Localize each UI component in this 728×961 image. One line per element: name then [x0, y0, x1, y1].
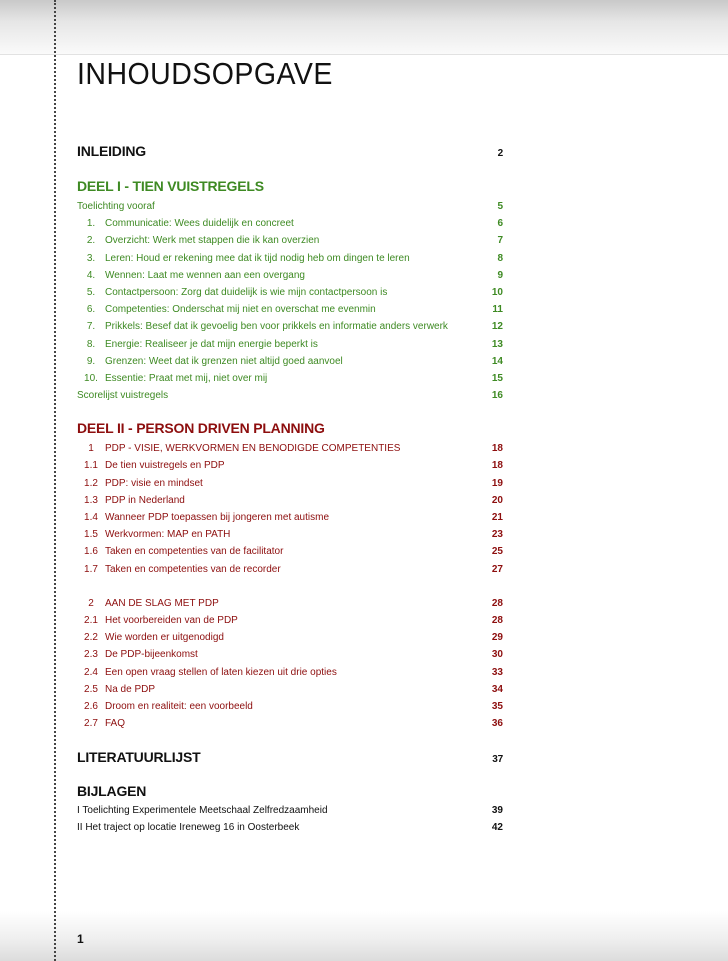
page-ref: 19	[491, 477, 503, 489]
toc-entry-label: Grenzen: Weet dat ik grenzen niet altijd goed aanvoel	[105, 355, 343, 367]
toc-entry-section[interactable]	[77, 715, 503, 732]
toc-entry-vuistregel[interactable]	[77, 353, 503, 370]
toc-entry-label: Energie: Realiseer je dat mijn energie beperkt is	[105, 338, 318, 350]
toc-entry-section[interactable]	[77, 457, 503, 474]
entry-number: 1.7	[84, 563, 98, 575]
entry-number: 8.	[86, 338, 96, 350]
toc-entry-scorelijst[interactable]	[77, 387, 503, 404]
entry-number: 1.5	[84, 529, 98, 541]
page-spine-divider	[54, 0, 56, 961]
page-ref: 35	[491, 700, 503, 712]
page-ref: 18	[491, 460, 503, 472]
page-top-band	[0, 0, 728, 55]
section-heading-deel-2	[77, 416, 503, 440]
toc-entry-section[interactable]	[77, 612, 503, 629]
page-ref: 11	[492, 304, 503, 316]
entry-number: 3.	[86, 252, 96, 264]
toc-entry-vuistregel[interactable]	[77, 284, 503, 301]
entry-number: 2.7	[84, 718, 98, 730]
entry-number: 2.3	[84, 649, 98, 661]
toc-entry-section[interactable]	[77, 526, 503, 543]
page-ref: 7	[497, 235, 503, 247]
page-ref: 2	[497, 148, 503, 159]
page-bottom-band	[0, 911, 728, 961]
entry-number: 6.	[86, 304, 96, 316]
toc-entry-label: De PDP-bijeenkomst	[105, 649, 198, 661]
toc-entry-label: Een open vraag stellen of laten kiezen uit drie opties	[105, 666, 337, 678]
page-ref: 30	[491, 649, 503, 661]
entry-number: 2.5	[84, 683, 98, 695]
toc-entry-label: Communicatie: Wees duidelijk en concreet	[105, 218, 294, 230]
toc-entry-vuistregel[interactable]	[77, 336, 503, 353]
toc-entry-chapter-2[interactable]	[77, 595, 503, 612]
toc-entry-vuistregel[interactable]	[77, 250, 503, 267]
toc-entry-chapter-1[interactable]	[77, 440, 503, 457]
toc-entry-literatuurlijst[interactable]	[77, 746, 503, 768]
page-ref: 34	[491, 683, 503, 695]
page-ref: 39	[491, 805, 503, 817]
page-ref: 12	[491, 321, 503, 333]
page-ref: 16	[491, 390, 503, 402]
entry-number: 1.2	[84, 477, 98, 489]
toc-entry-label: Competenties: Onderschat mij niet en overschat me evenmin	[105, 304, 376, 316]
entry-number: 10.	[84, 372, 98, 384]
section-heading-deel-1-text: DEEL I - TIEN VUISTREGELS	[77, 178, 264, 194]
toc-entry-label: Overzicht: Werk met stappen die ik kan overzien	[105, 235, 320, 247]
section-heading-deel-1	[77, 174, 503, 198]
toc-entry-label: Leren: Houd er rekening mee dat ik tijd nodig heb om dingen te leren	[105, 252, 410, 264]
toc-entry-label: De tien vuistregels en PDP	[105, 460, 225, 472]
entry-number: 1.	[86, 218, 96, 230]
toc-entry-label: Essentie: Praat met mij, niet over mij	[105, 372, 268, 384]
toc-entry-label: Het voorbereiden van de PDP	[105, 614, 238, 626]
toc-entry-label: Toelichting vooraf	[77, 201, 155, 212]
chapter-number: 1	[88, 443, 94, 455]
toc-entry-section[interactable]	[77, 543, 503, 560]
toc-entry-section[interactable]	[77, 561, 503, 578]
page-ref: 28	[491, 614, 503, 626]
toc-entry-vuistregel[interactable]	[77, 301, 503, 318]
toc-entry-section[interactable]	[77, 681, 503, 698]
toc-entry-vuistregel[interactable]	[77, 370, 503, 387]
page-ref: 8	[497, 252, 503, 264]
page-ref: 37	[492, 754, 503, 766]
entry-number: 5.	[86, 286, 96, 298]
entry-number: 2.	[86, 235, 96, 247]
toc-entry-section[interactable]	[77, 629, 503, 646]
page-ref: 10	[491, 286, 503, 298]
entry-number: 1.1	[84, 460, 98, 472]
toc-entry-section[interactable]	[77, 492, 503, 509]
toc-entry-section[interactable]	[77, 698, 503, 715]
toc-entry-label: Wennen: Laat me wennen aan een overgang	[105, 269, 305, 281]
entry-number: 2.4	[84, 666, 98, 678]
entry-number: 1.4	[84, 512, 98, 523]
toc-entry-vuistregel[interactable]	[77, 318, 503, 335]
toc-entry-label: Droom en realiteit: een voorbeeld	[105, 700, 253, 712]
page-ref: 21	[491, 512, 503, 523]
entry-number: 4.	[86, 269, 96, 281]
section-heading-literatuurlijst: LITERATUURLIJST	[77, 749, 201, 766]
toc-entry-label: Wanneer PDP toepassen bij jongeren met autisme	[105, 512, 330, 523]
page-ref: 23	[491, 529, 503, 541]
toc-entry-section[interactable]	[77, 664, 503, 681]
toc-entry-inleiding[interactable]	[77, 140, 503, 162]
page-ref: 36	[491, 718, 503, 730]
section-heading-inleiding: INLEIDING	[77, 143, 146, 159]
toc-entry-vuistregel[interactable]	[77, 215, 503, 232]
toc-entry-label: PDP in Nederland	[105, 494, 185, 506]
section-heading-bijlagen	[77, 780, 503, 802]
page-ref: 28	[491, 597, 503, 609]
toc-entry-vuistregel[interactable]	[77, 267, 503, 284]
toc-entry-label: Na de PDP	[105, 683, 156, 695]
entry-number: 7.	[86, 321, 96, 333]
toc-entry-section[interactable]	[77, 646, 503, 663]
page-ref: 29	[491, 632, 503, 644]
page-ref: 20	[491, 494, 503, 506]
entry-number: 1.6	[84, 546, 98, 558]
toc-entry-section[interactable]	[77, 475, 503, 492]
toc-entry-label: Contactpersoon: Zorg dat duidelijk is wie mijn contactpersoon is	[105, 286, 388, 298]
section-heading-bijlagen-text: BIJLAGEN	[77, 783, 147, 800]
toc-entry-label: Taken en competenties van de recorder	[105, 563, 281, 575]
chapter-label: AAN DE SLAG MET PDP	[105, 597, 219, 609]
toc-entry-vuistregel[interactable]	[77, 232, 503, 249]
toc-entry-label: II Het traject op locatie Ireneweg 16 in Oosterbeek	[77, 822, 300, 834]
toc-entry-label: Taken en competenties van de facilitator	[105, 546, 284, 558]
page-ref: 18	[491, 443, 503, 455]
toc-entry-label: Scorelijst vuistregels	[77, 390, 169, 402]
page-number: 1	[77, 932, 84, 946]
toc-entry-label: I Toelichting Experimentele Meetschaal Zelfredzaamheid	[77, 805, 328, 817]
page-ref: 5	[497, 201, 503, 212]
toc-entry-section[interactable]	[77, 509, 503, 526]
entry-number: 2.2	[84, 632, 98, 644]
table-of-contents	[77, 140, 503, 837]
page-ref: 13	[491, 338, 503, 350]
entry-number: 2.6	[84, 700, 98, 712]
page-title: INHOUDSOPGAVE	[77, 56, 333, 91]
page-ref: 9	[497, 269, 503, 281]
entry-number: 2.1	[84, 614, 98, 626]
page-ref: 27	[491, 563, 503, 575]
toc-entry-label: FAQ	[105, 718, 126, 730]
toc-entry-label: PDP: visie en mindset	[105, 477, 203, 489]
entry-number: 1.3	[84, 494, 98, 506]
chapter-label: PDP - VISIE, WERKVORMEN EN BENODIGDE COMPETENTIES	[105, 443, 401, 455]
chapter-number: 2	[88, 597, 94, 609]
toc-entry-label: Prikkels: Besef dat ik gevoelig ben voor prikkels en informatie anders verwerk	[105, 321, 448, 333]
page-ref: 14	[491, 355, 503, 367]
page-ref: 42	[491, 822, 503, 834]
entry-number: 9.	[86, 355, 96, 367]
page-ref: 6	[497, 218, 503, 230]
toc-entry-toelichting[interactable]	[77, 198, 503, 215]
toc-entry-label: Wie worden er uitgenodigd	[105, 632, 224, 644]
page-ref: 15	[491, 372, 503, 384]
toc-entry-bijlage[interactable]	[77, 819, 503, 836]
toc-entry-label: Werkvormen: MAP en PATH	[105, 529, 231, 541]
page-ref: 25	[491, 546, 503, 558]
page-ref: 33	[491, 666, 503, 678]
toc-entry-bijlage[interactable]	[77, 802, 503, 819]
section-heading-deel-2-text: DEEL II - PERSON DRIVEN PLANNING	[77, 420, 325, 437]
